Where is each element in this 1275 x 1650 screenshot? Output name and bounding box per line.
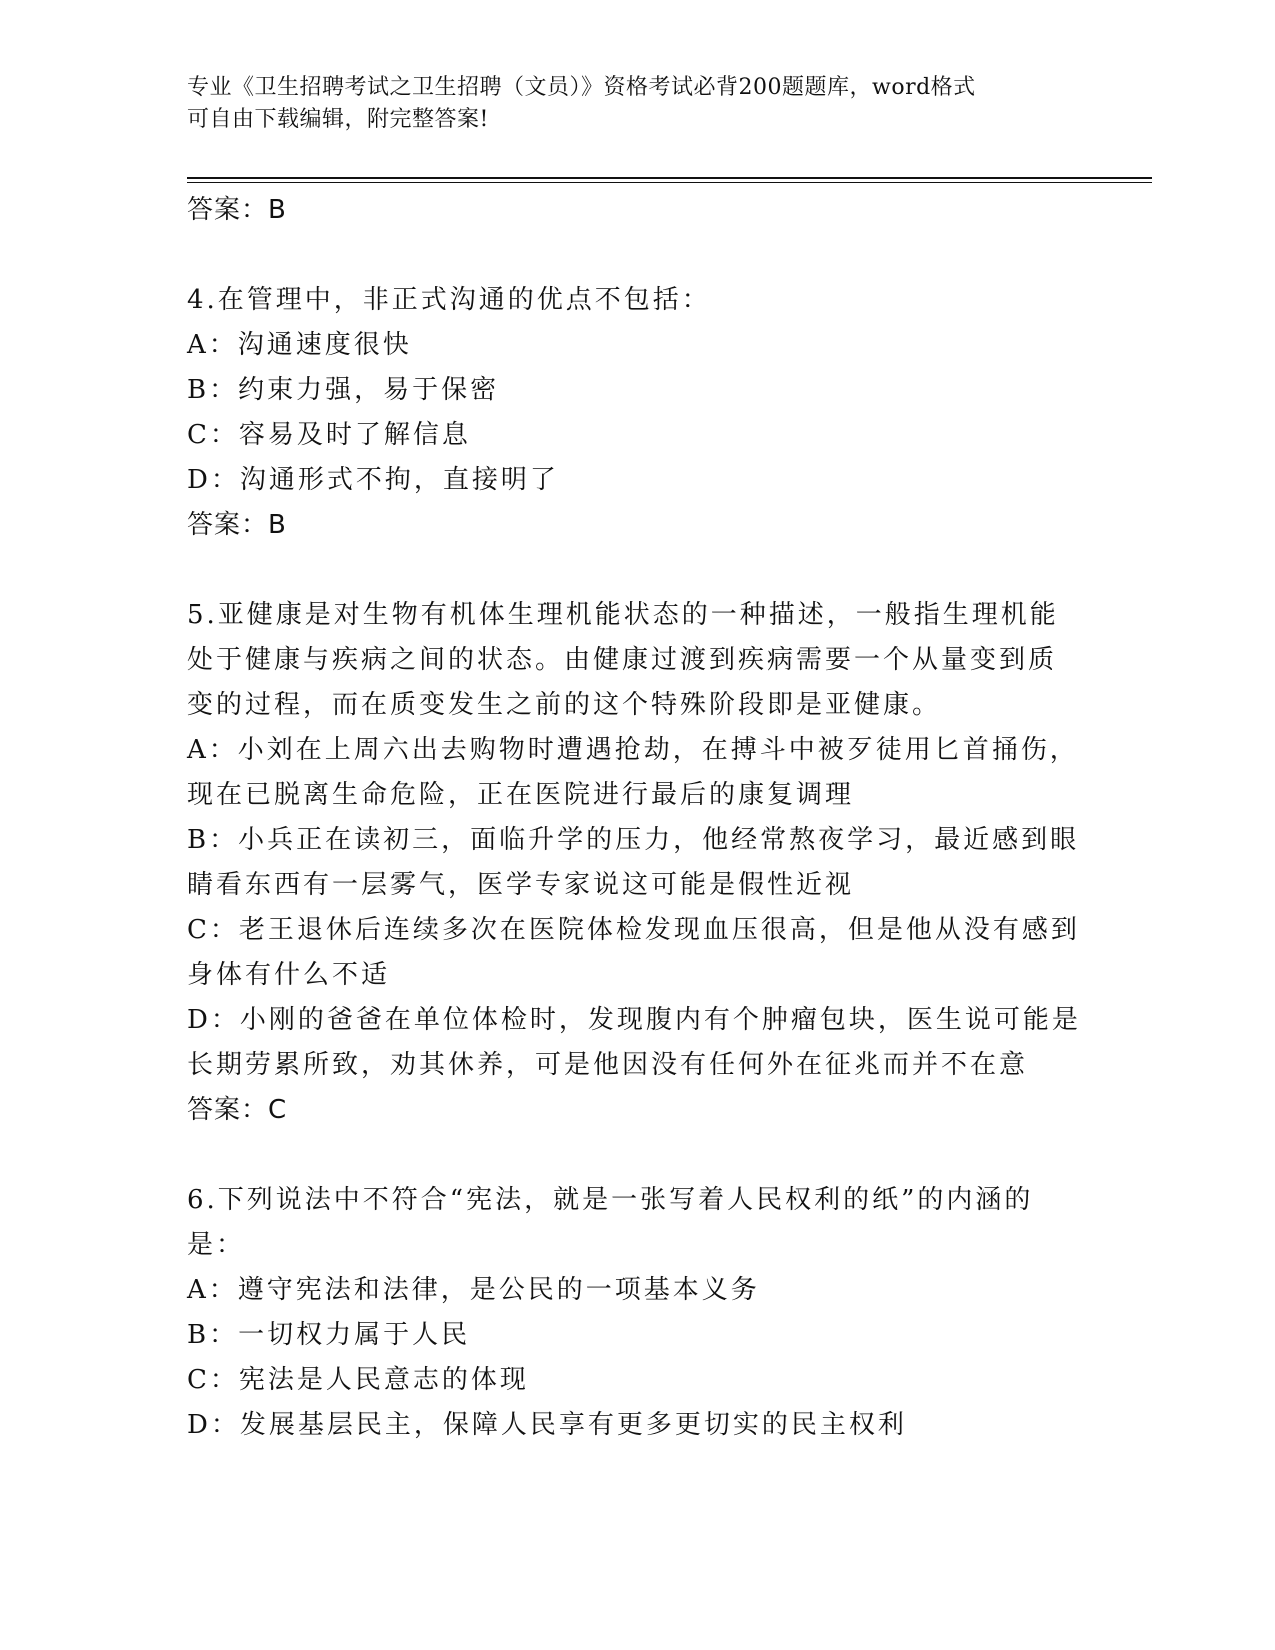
option-c: C：宪法是人民意志的体现 [187, 1365, 529, 1395]
option-a: A：沟通速度很快 [187, 330, 412, 360]
option-a-continued: 现在已脱离生命危险，正在医院进行最后的康复调理 [187, 780, 855, 810]
option-b: B：一切权力属于人民 [187, 1320, 471, 1350]
spacer [187, 1133, 1087, 1178]
question-stem: 4.在管理中，非正式沟通的优点不包括： [187, 285, 711, 315]
option-b-continued: 睛看东西有一层雾气，医学专家说这可能是假性近视 [187, 870, 855, 900]
header-line-2: 可自由下载编辑，附完整答案! [187, 107, 489, 132]
answer-line: 答案：B [187, 195, 287, 225]
answer-line: 答案：B [187, 510, 287, 540]
option-a: A：小刘在上周六出去购物时遭遇抢劫，在搏斗中被歹徒用匕首捅伤， [187, 735, 1079, 765]
header-line-1: 专业《卫生招聘考试之卫生招聘（文员）》资格考试必背200题题库，word格式 [187, 75, 976, 100]
option-d: D：发展基层民主，保障人民享有更多更切实的民主权利 [187, 1410, 907, 1440]
question-5 [187, 593, 1087, 1133]
question-stem: 处于健康与疾病之间的状态。由健康过渡到疾病需要一个从量变到质 [187, 645, 1058, 675]
header-rule-thin [187, 182, 1152, 183]
option-b: B：小兵正在读初三，面临升学的压力，他经常熬夜学习，最近感到眼 [187, 825, 1080, 855]
question-6 [187, 1178, 1087, 1448]
option-a: A：遵守宪法和法律，是公民的一项基本义务 [187, 1275, 760, 1305]
spacer [187, 233, 1087, 278]
option-d: D：沟通形式不拘，直接明了 [187, 465, 559, 495]
option-c-continued: 身体有什么不适 [187, 960, 391, 990]
document-header [187, 72, 1067, 136]
question-stem: 5.亚健康是对生物有机体生理机能状态的一种描述，一般指生理机能 [187, 600, 1059, 630]
question-4 [187, 278, 1087, 548]
question-stem: 6.下列说法中不符合“宪法，就是一张写着人民权利的纸”的内涵的 [187, 1185, 1034, 1215]
question-content [187, 188, 1087, 1448]
option-c: C：容易及时了解信息 [187, 420, 471, 450]
question-stem: 是： [187, 1230, 246, 1260]
spacer [187, 548, 1087, 593]
option-c: C：老王退休后连续多次在医院体检发现血压很高，但是他从没有感到 [187, 915, 1080, 945]
answer-line: 答案：C [187, 1095, 288, 1125]
option-d-continued: 长期劳累所致，劝其休养，可是他因没有任何外在征兆而并不在意 [187, 1050, 1029, 1080]
question-stem: 变的过程，而在质变发生之前的这个特殊阶段即是亚健康。 [187, 690, 942, 720]
option-d: D：小刚的爸爸在单位体检时，发现腹内有个肿瘤包块，医生说可能是 [187, 1005, 1081, 1035]
option-b: B：约束力强，易于保密 [187, 375, 500, 405]
header-rule-thick [187, 177, 1152, 179]
